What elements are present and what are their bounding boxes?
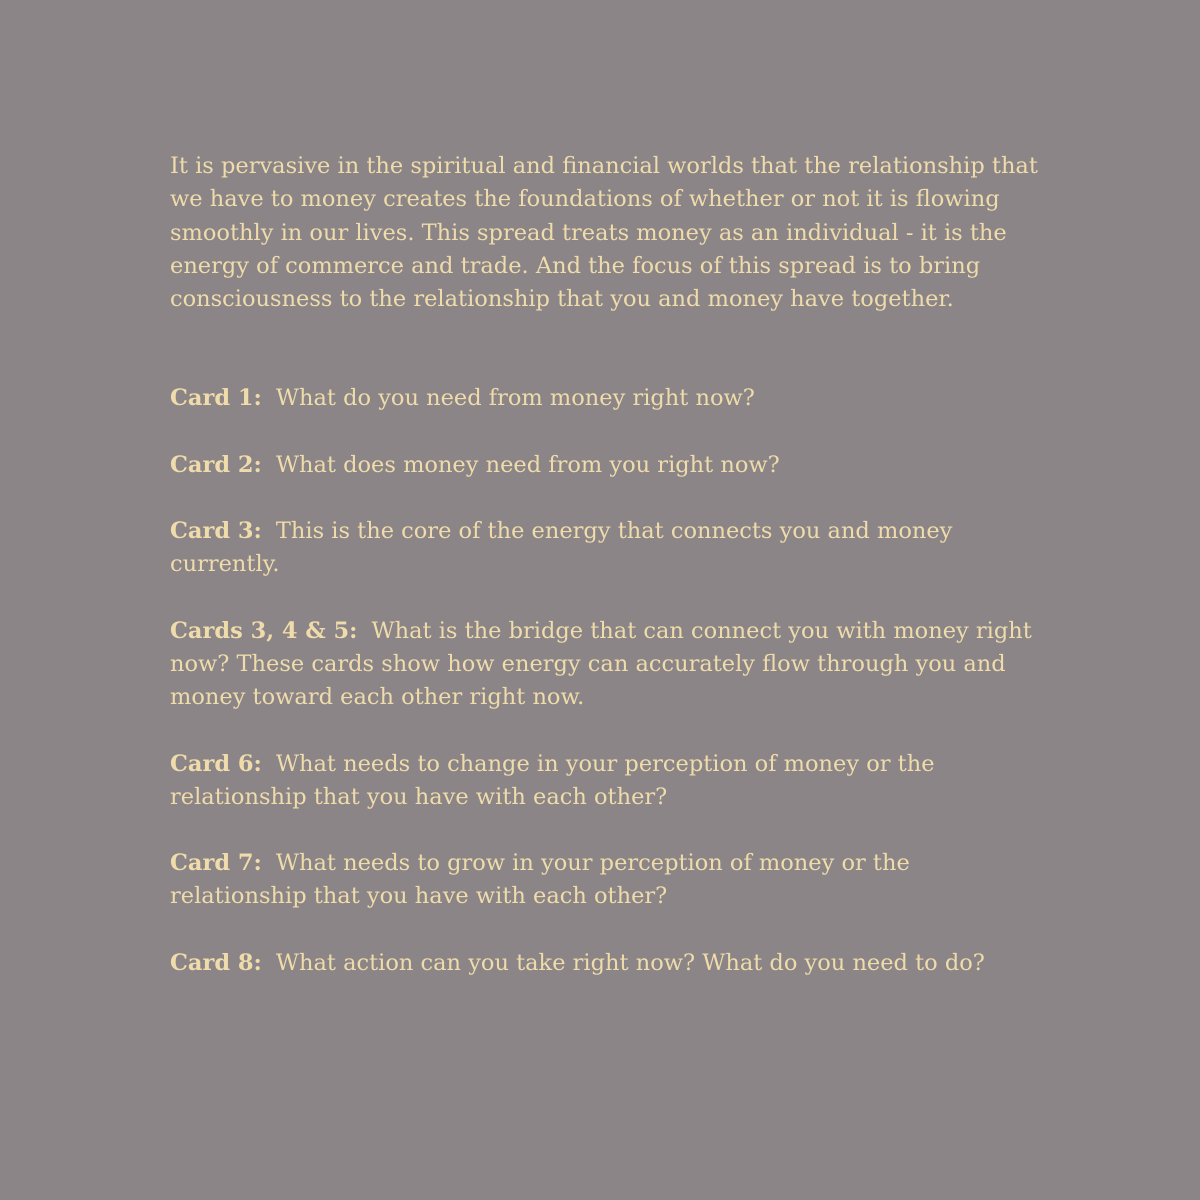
card-entry-1: [170, 382, 1040, 415]
intro-paragraph: It is pervasive in the spiritual and financial worlds that the relationship that we have to money creates the foundations of whether or not it is flowing smoothly in our lives. This spread treats money as an individual - it is the energy of commerce and trade. And the focus of this spread is to bring consciousness to the relationship that you and money have together.: [170, 153, 1038, 313]
card-entry-8: [170, 947, 1040, 980]
card-label: Card 3:: [170, 518, 262, 545]
card-text: What action can you take right now? What do you need to do?: [275, 949, 985, 976]
card-text: What needs to grow in your perception of money or the relationship that you have with each other?: [170, 850, 910, 910]
card-label: Cards 3, 4 & 5:: [170, 617, 358, 644]
spread-description: [170, 150, 1040, 1013]
card-label: Card 7:: [170, 850, 262, 877]
card-entry-3-4-5: [170, 615, 1040, 715]
card-label: Card 8:: [170, 949, 262, 976]
card-label: Card 1:: [170, 385, 262, 412]
card-entry-7: [170, 847, 1040, 914]
card-text: What does money need from you right now?: [275, 451, 780, 478]
card-text: What do you need from money right now?: [275, 385, 755, 412]
card-entry-2: [170, 449, 1040, 482]
card-label: Card 2:: [170, 451, 262, 478]
card-list: [170, 382, 1040, 980]
card-entry-6: [170, 748, 1040, 815]
card-entry-3: [170, 515, 1040, 582]
card-text: What is the bridge that can connect you with money right now? These cards show how energy can accurately flow through you and money toward each other right now.: [170, 617, 1032, 711]
card-label: Card 6:: [170, 750, 262, 777]
card-text: What needs to change in your perception of money or the relationship that you have with each other?: [170, 750, 935, 810]
card-text: This is the core of the energy that connects you and money currently.: [170, 518, 953, 578]
